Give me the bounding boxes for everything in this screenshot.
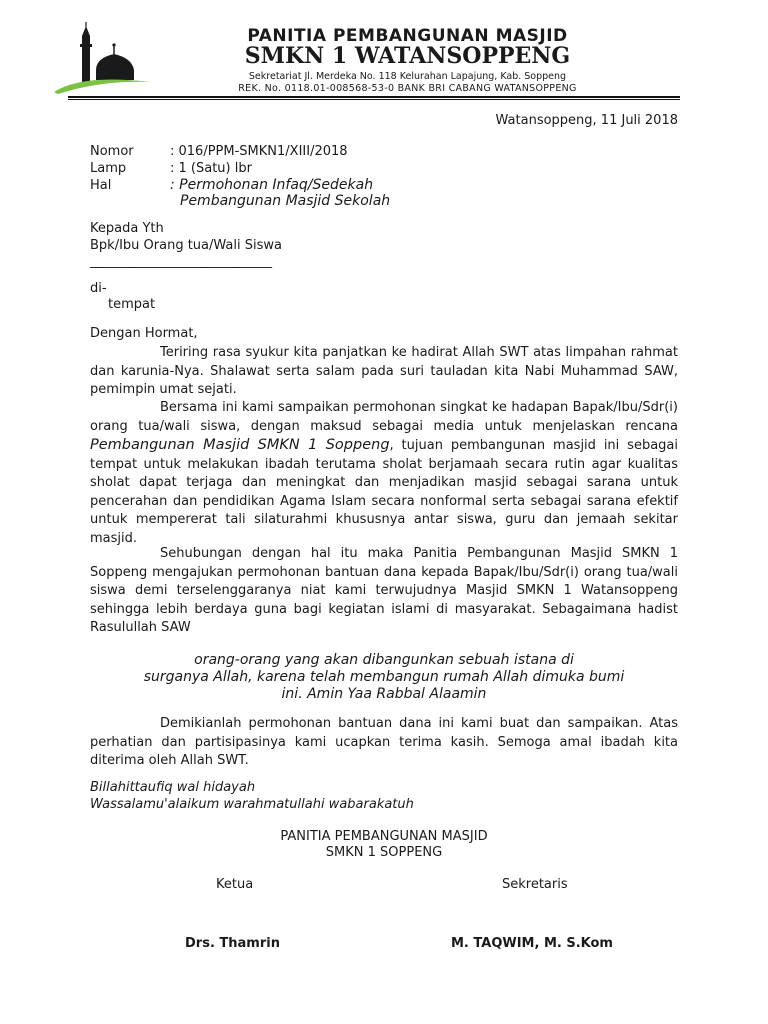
paragraph-2	[90, 399, 678, 548]
wassalam: Wassalamu'alaikum warahmatullahi wabarakatuh	[90, 797, 414, 812]
hadith-line2: surganya Allah, karena telah membangun rumah Allah dimuka bumi	[143, 669, 625, 685]
recipient-line2: Bpk/Ibu Orang tua/Wali Siswa	[90, 238, 282, 253]
recipient-line1: Kepada Yth	[90, 221, 164, 236]
signatory-ketua-name: Drs. Thamrin	[185, 936, 280, 951]
paragraph-3	[90, 545, 678, 638]
role-sekretaris: Sekretaris	[502, 877, 568, 892]
letter-date: Watansoppeng, 11 Juli 2018	[495, 113, 678, 128]
mosque-icon	[52, 22, 152, 94]
nomor-value: : 016/PPM-SMKN1/XIII/2018	[170, 144, 348, 159]
signatory-sekretaris-name: M. TAQWIM, M. S.Kom	[451, 936, 613, 951]
hadith-line1: orang-orang yang akan dibangunkan sebuah istana di	[194, 652, 574, 668]
salutation: Dengan Hormat,	[90, 326, 198, 341]
secretariat-address: Sekretariat Jl. Merdeka No. 118 Kelurahan Lapajung, Kab. Soppeng	[248, 71, 567, 82]
lamp-value: : 1 (Satu) lbr	[170, 161, 252, 176]
billahittaufiq: Billahittaufiq wal hidayah	[90, 780, 256, 795]
school-name: SMKN 1 WATANSOPPENG	[244, 43, 571, 69]
paragraph-1-text: Teriring rasa syukur kita panjatkan ke hadirat Allah SWT atas limpahan rahmat dan karunia-Nya. Shalawat serta salam pada suri tauladan kita Nabi Muhammad SAW, pemimpin umat sejati.	[90, 345, 678, 397]
recipient-tempat: tempat	[108, 297, 156, 312]
org-name: PANITIA PEMBANGUNAN MASJID	[247, 26, 568, 46]
paragraph-3-text: Sehubungan dengan hal itu maka Panitia Pembangunan Masjid SMKN 1 Soppeng mengajukan permohonan bantuan dana kepada Bapak/Ibu/Sdr(i) orang tua/wali siswa demi terselenggaranya niat kami terwujudnya Masjid SMKN 1 Watansoppeng sehingga lebih berdaya guna bagi kegiatan islami di masyarakat. Sebagaimana hadist Rasulullah SAW	[90, 546, 678, 635]
paragraph-4-text: Demikianlah permohonan bantuan dana ini kami buat dan sampaikan. Atas perhatian dan partisipasinya kami ucapkan terima kasih. Semoga amal ibadah kita diterima oleh Allah SWT.	[90, 716, 678, 768]
hal-label: Hal	[90, 178, 112, 193]
committee-title: PANITIA PEMBANGUNAN MASJID	[280, 829, 488, 844]
header-rule-thick	[68, 96, 680, 98]
header-rule-thin	[68, 99, 680, 100]
hal-value-line1: : Permohonan Infaq/Sedekah	[170, 177, 374, 193]
project-name-emphasis: Pembangunan Masjid SMKN 1 Soppeng	[90, 437, 390, 453]
hadith-line3: ini. Amin Yaa Rabbal Alaamin	[281, 686, 487, 702]
paragraph-4	[90, 715, 678, 771]
hal-value-line2: Pembangunan Masjid Sekolah	[180, 193, 391, 209]
role-ketua: Ketua	[216, 877, 254, 892]
committee-school: SMKN 1 SOPPENG	[325, 845, 443, 860]
recipient-blank-line: ____________________________	[90, 254, 272, 269]
recipient-di: di-	[90, 281, 107, 296]
paragraph-2-text-b: , tujuan pembangunan masjid ini sebagai tempat untuk melakukan ibadah terutama sholat berjamaah secara rutin agar kualitas sholat dapat terjaga dan meningkat dan menjadikan masjid sebagai sarana untuk pencerahan dan pendidikan Agama Islam secara nonformal serta sebagai sarana efektif untuk mempererat tali silaturahmi khususnya antar siswa, guru dan jemaah sekitar masjid.	[90, 438, 678, 546]
paragraph-2-text-a: Bersama ini kami sampaikan permohonan singkat ke hadapan Bapak/Ibu/Sdr(i) orang tua/wali siswa, dengan maksud sebagai media untuk menjelaskan rencana	[90, 400, 678, 434]
nomor-label: Nomor	[90, 144, 134, 159]
bank-account: REK. No. 0118.01-008568-53-0 BANK BRI CABANG WATANSOPPENG	[238, 83, 577, 94]
lamp-label: Lamp	[90, 161, 127, 176]
paragraph-1	[90, 344, 678, 400]
